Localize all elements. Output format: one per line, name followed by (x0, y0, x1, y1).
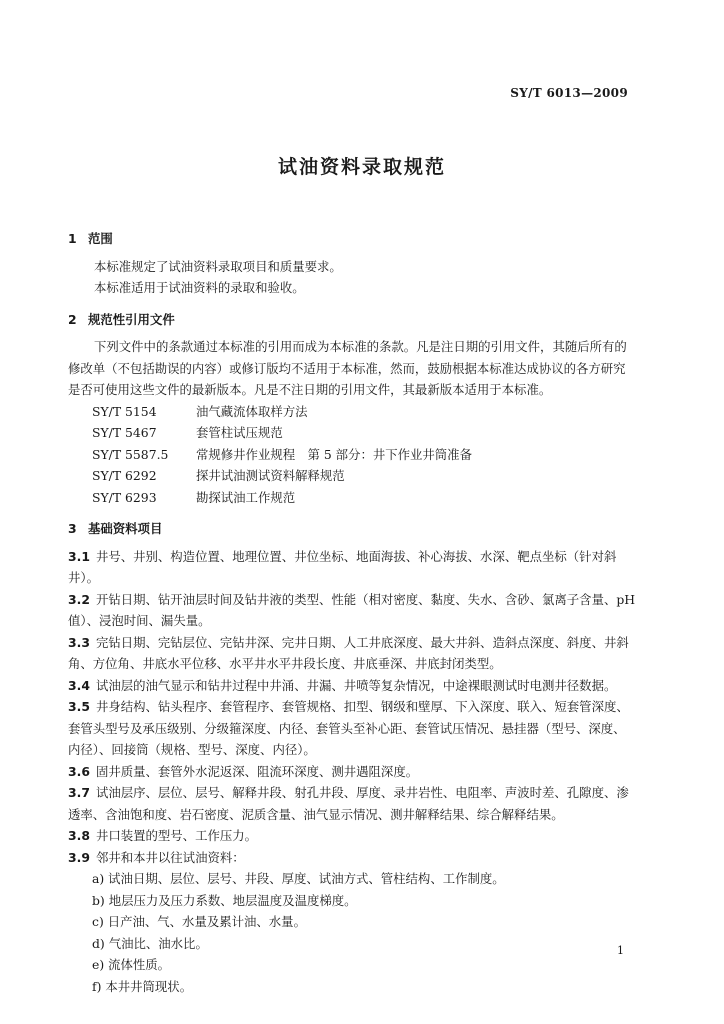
section-number: 2 (68, 311, 77, 327)
list-item: d) 气油比、油水比。 (92, 935, 208, 951)
reference-name: 探井试油测试资料解释规范 (196, 468, 345, 483)
section-2-heading (68, 309, 636, 331)
list-item: c) 日产油、气、水量及累计油、水量。 (92, 914, 306, 929)
reference-name: 油气藏流体取样方法 (196, 403, 308, 419)
clause-number: 3.3 (68, 634, 90, 650)
reference-item (68, 401, 636, 423)
section-number: 1 (68, 231, 77, 246)
standard-code: SY/T 6013—2009 (510, 86, 628, 100)
reference-name: 套管柱试压规范 (196, 425, 283, 440)
clause-3-5 (68, 696, 636, 761)
reference-code: SY/T 5587.5 (92, 446, 169, 462)
clause-number: 3.1 (68, 548, 90, 564)
reference-name: 常规修井作业规程 第 5 部分：井下作业井筒准备 (196, 446, 472, 462)
clause-3-2 (68, 589, 636, 632)
list-item: e) 流体性质。 (92, 957, 171, 972)
reference-item (68, 487, 636, 509)
clause-number: 3.4 (68, 677, 90, 693)
clause-3-1 (68, 546, 636, 589)
list-item: f) 本井井筒现状。 (92, 978, 193, 994)
reference-item (68, 422, 636, 444)
clause-number: 3.7 (68, 785, 90, 800)
clause-text: 井身结构、钻头程序、套管程序、套管规格、扣型、钢级和壁厚、下入深度、联入、短套管深度、套管头型号及承压级别、分级箍深度、内径、套管头至补心距、套管试压情况、悬挂器（型号、深度、内径）、回接筒（规格、型号、深度、内径）。 (68, 699, 629, 757)
reference-code: SY/T 6293 (92, 489, 157, 505)
clause-number: 3.2 (68, 591, 90, 607)
scope-line: 本标准规定了试油资料录取项目和质量要求。 (94, 258, 342, 274)
clause-3-6 (68, 761, 636, 783)
section-3-heading (68, 518, 636, 540)
clause-text: 井口装置的型号、工作压力。 (95, 828, 258, 843)
reference-code: SY/T 5154 (92, 403, 157, 419)
clause-text: 试油层序、层位、层号、解释井段、射孔井段、厚度、录井岩性、电阻率、声波时差、孔隙度、渗透率、含油饱和度、岩石密度、泥质含量、油气显示情况、测井解释结果、综合解释结果。 (68, 785, 629, 822)
page-number: 1 (617, 944, 624, 957)
clause-text: 邻井和本井以往试油资料： (95, 849, 245, 865)
section-title: 基础资料项目 (88, 521, 163, 536)
reference-item (68, 444, 636, 466)
reference-name: 勘探试油工作规范 (196, 489, 296, 505)
clause-text: 固井质量、套管外水泥返深、阻流环深度、测井遇阻深度。 (95, 763, 419, 779)
reference-item (68, 465, 636, 487)
clause-text: 完钻日期、完钻层位、完钻井深、完井日期、人工井底深度、最大井斜、造斜点深度、斜度、井斜角、方位角、井底水平位移、水平井水平井段长度、井底垂深、井底封闭类型。 (68, 634, 629, 671)
clause-3-8 (68, 825, 636, 847)
clause-3-4 (68, 675, 636, 697)
reference-code: SY/T 6292 (92, 468, 157, 483)
list-item: b) 地层压力及压力系数、地层温度及温度梯度。 (92, 892, 357, 908)
section-title: 规范性引用文件 (88, 311, 175, 327)
clause-text: 井号、井别、构造位置、地理位置、井位坐标、地面海拔、补心海拔、水深、靶点坐标（针对斜井）。 (68, 548, 617, 585)
list-item: a) 试油日期、层位、层号、井段、厚度、试油方式、管柱结构、工作制度。 (92, 871, 505, 886)
reference-code: SY/T 5467 (92, 425, 157, 440)
clause-number: 3.9 (68, 849, 90, 865)
normative-intro: 下列文件中的条款通过本标准的引用而成为本标准的条款。凡是注日期的引用文件，其随后所有的修改单（不包括勘误的内容）或修订版均不适用于本标准，然而，鼓励根据本标准达成协议的各方研究是否可使用这些文件的最新版本。凡是不注日期的引用文件，其最新版本适用于本标准。 (68, 339, 627, 397)
document-body (68, 228, 636, 997)
clause-3-7 (68, 782, 636, 825)
clause-3-3 (68, 632, 636, 675)
section-1-heading (68, 228, 636, 250)
document-title: 试油资料录取规范 (277, 156, 446, 178)
section-number: 3 (68, 521, 77, 536)
clause-number: 3.8 (68, 828, 90, 843)
section-title: 范围 (88, 231, 113, 246)
scope-line: 本标准适用于试油资料的录取和验收。 (94, 280, 305, 295)
clause-number: 3.5 (68, 699, 90, 714)
clause-text: 开钻日期、钻开油层时间及钻井液的类型、性能（相对密度、黏度、失水、含砂、氯离子含量、pH 值）、浸泡时间、漏失量。 (68, 591, 636, 628)
clause-text: 试油层的油气显示和钻井过程中井涌、井漏、井喷等复杂情况，中途裸眼测试时电测井径数据。 (95, 677, 617, 693)
clause-3-9 (68, 847, 636, 869)
clause-number: 3.6 (68, 763, 90, 779)
